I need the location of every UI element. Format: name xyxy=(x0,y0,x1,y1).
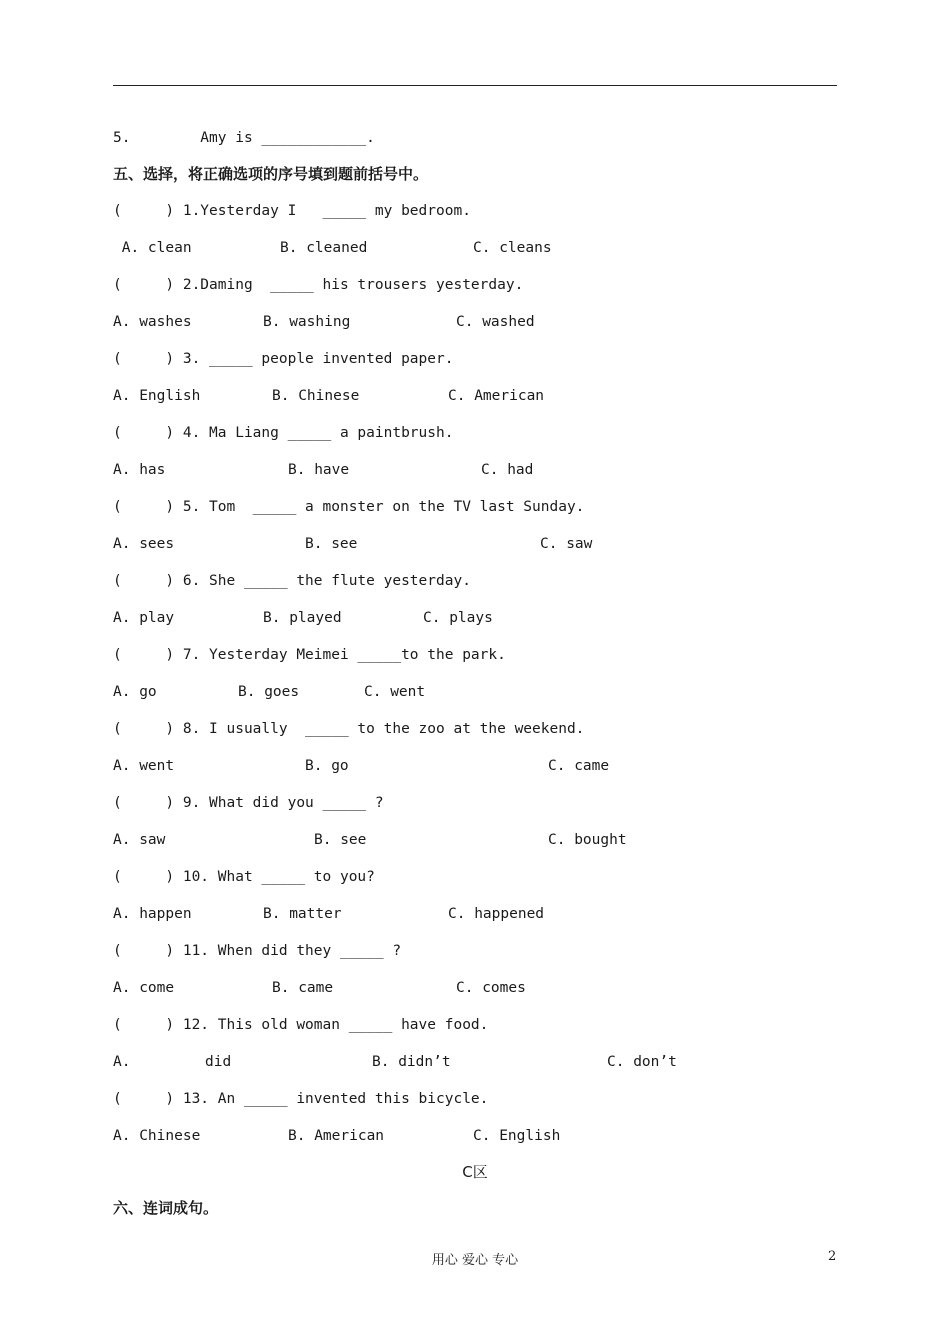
question-1: ( ) 1.Yesterday I _____ my bedroom. xyxy=(113,203,471,219)
question-7: ( ) 7. Yesterday Meimei _____to the park. xyxy=(113,647,506,663)
page-number: 2 xyxy=(828,1249,837,1264)
option-b: B. played xyxy=(263,610,342,626)
option-a: A. happen xyxy=(113,906,192,922)
option-b: B. see xyxy=(305,536,358,552)
option-c: C. English xyxy=(473,1128,561,1144)
option-b: B. goes xyxy=(238,684,300,700)
question-5-previous: 5. Amy is ____________. xyxy=(113,130,375,146)
section-6-title: 六、连词成句。 xyxy=(113,1199,219,1217)
option-c: C. washed xyxy=(456,314,535,330)
option-a: A. has xyxy=(113,462,166,478)
option-a: A. saw xyxy=(113,832,166,848)
question-5: ( ) 5. Tom _____ a monster on the TV last Sunday. xyxy=(113,499,585,515)
option-a: A. clean xyxy=(113,240,192,256)
question-10: ( ) 10. What _____ to you? xyxy=(113,869,375,885)
option-a: A. xyxy=(113,1054,131,1070)
option-a: A. play xyxy=(113,610,175,626)
option-c: C. plays xyxy=(423,610,493,626)
option-b: B. washing xyxy=(263,314,351,330)
option-c: C. comes xyxy=(456,980,526,996)
option-c: C. saw xyxy=(540,536,593,552)
option-a: A. English xyxy=(113,388,201,404)
question-3: ( ) 3. _____ people invented paper. xyxy=(113,351,454,367)
option-c: C. came xyxy=(548,758,610,774)
option-b: B. matter xyxy=(263,906,342,922)
question-4: ( ) 4. Ma Liang _____ a paintbrush. xyxy=(113,425,454,441)
option-a: A. sees xyxy=(113,536,175,552)
header-rule xyxy=(113,85,837,86)
question-9: ( ) 9. What did you _____ ? xyxy=(113,795,384,811)
question-13: ( ) 13. An _____ invented this bicycle. xyxy=(113,1091,489,1107)
option-a: A. come xyxy=(113,980,175,996)
zone-c-heading: C区 xyxy=(462,1163,488,1181)
option-b: B. cleaned xyxy=(280,240,368,256)
option-b: B. see xyxy=(314,832,367,848)
option-a-text: did xyxy=(205,1054,232,1070)
option-a: A. went xyxy=(113,758,175,774)
section-5-title: 五、选择，将正确选项的序号填到题前括号中。 xyxy=(113,165,429,183)
question-12: ( ) 12. This old woman _____ have food. xyxy=(113,1017,489,1033)
option-a: A. go xyxy=(113,684,157,700)
option-c: C. had xyxy=(481,462,534,478)
option-b: B. American xyxy=(288,1128,385,1144)
option-a: A. Chinese xyxy=(113,1128,201,1144)
option-b: B. came xyxy=(272,980,334,996)
question-2: ( ) 2.Daming _____ his trousers yesterday. xyxy=(113,277,524,293)
option-c: C. happened xyxy=(448,906,545,922)
question-6: ( ) 6. She _____ the flute yesterday. xyxy=(113,573,471,589)
option-b: B. have xyxy=(288,462,350,478)
option-c: C. bought xyxy=(548,832,627,848)
question-11: ( ) 11. When did they _____ ? xyxy=(113,943,402,959)
option-c: C. don’t xyxy=(607,1054,677,1070)
option-b: B. Chinese xyxy=(272,388,360,404)
option-b: B. didn’t xyxy=(372,1054,451,1070)
option-c: C. went xyxy=(364,684,426,700)
footer-text: 用心 爱心 专心 xyxy=(431,1253,519,1268)
question-8: ( ) 8. I usually _____ to the zoo at the weekend. xyxy=(113,721,585,737)
option-b: B. go xyxy=(305,758,349,774)
option-c: C. cleans xyxy=(473,240,552,256)
option-a: A. washes xyxy=(113,314,192,330)
option-c: C. American xyxy=(448,388,545,404)
